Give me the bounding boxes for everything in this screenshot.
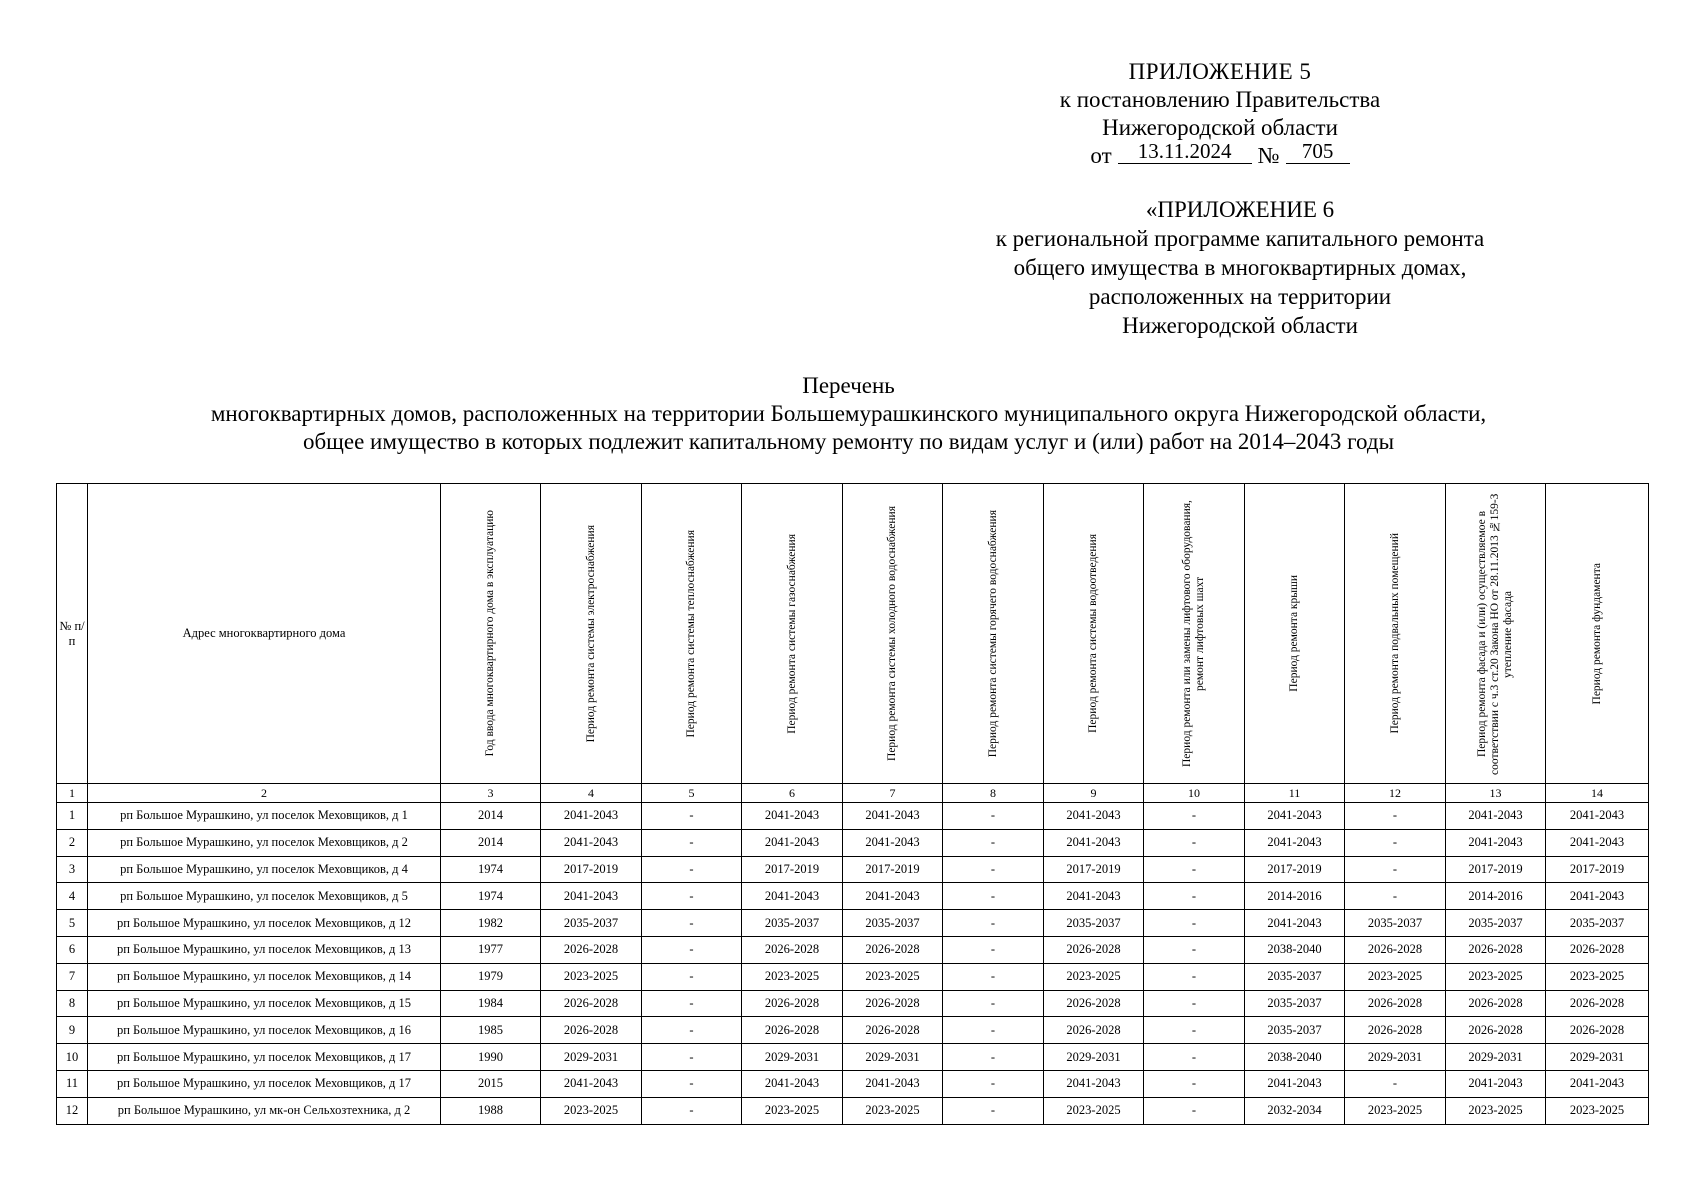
address-cell: рп Большое Мурашкино, ул поселок Меховщиков, д 4: [88, 856, 441, 883]
table-cell: 2041-2043: [742, 1070, 843, 1097]
table-cell: 2041-2043: [1446, 803, 1546, 830]
table-cell: 2023-2025: [1044, 1097, 1144, 1124]
table-cell: 2035-2037: [1245, 1017, 1345, 1044]
table-cell: 2041-2043: [1446, 829, 1546, 856]
row-number-cell: 5: [57, 910, 88, 937]
table-row: [57, 990, 1649, 1017]
table-cell: -: [943, 910, 1044, 937]
address-cell: рп Большое Мурашкино, ул поселок Меховщиков, д 14: [88, 963, 441, 990]
table-cell: 2029-2031: [1546, 1044, 1649, 1071]
table-cell: 1977: [441, 936, 541, 963]
column-number: 6: [742, 784, 843, 803]
table-cell: 2026-2028: [1345, 990, 1446, 1017]
table-cell: 2026-2028: [742, 1017, 843, 1044]
table-cell: -: [943, 936, 1044, 963]
table-cell: 1985: [441, 1017, 541, 1044]
table-cell: 2029-2031: [1044, 1044, 1144, 1071]
table-cell: 2029-2031: [541, 1044, 642, 1071]
table-cell: 2026-2028: [541, 936, 642, 963]
table-cell: 2023-2025: [1446, 963, 1546, 990]
column-number: 1: [57, 784, 88, 803]
document-title: [0, 372, 1697, 456]
table-cell: 2023-2025: [541, 963, 642, 990]
table-cell: 2035-2037: [1245, 990, 1345, 1017]
table-cell: 2014-2016: [1446, 883, 1546, 910]
table-cell: 2041-2043: [541, 883, 642, 910]
table-cell: 2041-2043: [843, 883, 943, 910]
houses-table: [56, 483, 1649, 1125]
header-cell-cold-water: [843, 484, 943, 784]
table-cell: 1984: [441, 990, 541, 1017]
row-number-cell: 6: [57, 936, 88, 963]
table-cell: -: [1345, 1070, 1446, 1097]
table-cell: 2026-2028: [1044, 1017, 1144, 1044]
table-cell: 2026-2028: [1044, 936, 1144, 963]
appendix-6-line4: расположенных на территории: [1088, 284, 1392, 309]
table-cell: 2035-2037: [1245, 963, 1345, 990]
column-number: 12: [1345, 784, 1446, 803]
appendix-5-heading: ПРИЛОЖЕНИЕ 5: [1128, 59, 1312, 84]
table-row: [57, 883, 1649, 910]
header-text-heating: Период ремонта системы теплоснабжения: [685, 529, 697, 738]
number-label: №: [1257, 143, 1280, 168]
table-cell: -: [642, 990, 742, 1017]
appendix-5-line3: Нижегородской области: [1102, 115, 1338, 140]
table-cell: -: [1144, 1044, 1245, 1071]
table-cell: 2041-2043: [1546, 883, 1649, 910]
table-cell: 2041-2043: [1245, 910, 1345, 937]
header-text-year: Год ввода многоквартирного дома в эксплуатацию: [484, 510, 496, 757]
column-number: 11: [1245, 784, 1345, 803]
table-cell: 2023-2025: [1546, 1097, 1649, 1124]
table-cell: -: [1144, 803, 1245, 830]
column-number: 10: [1144, 784, 1245, 803]
table-cell: -: [943, 963, 1044, 990]
table-cell: 2041-2043: [541, 829, 642, 856]
table-cell: 2041-2043: [1245, 803, 1345, 830]
table-row: [57, 936, 1649, 963]
table-cell: 2023-2025: [742, 963, 843, 990]
header-text-gas: Период ремонта системы газоснабжения: [785, 533, 798, 734]
row-number-cell: 11: [57, 1070, 88, 1097]
appendix-6-heading: «ПРИЛОЖЕНИЕ 6: [1145, 197, 1335, 222]
table-cell: 2029-2031: [843, 1044, 943, 1071]
table-cell: 2017-2019: [1446, 856, 1546, 883]
header-cell-facade: [1446, 484, 1546, 784]
table-cell: 2026-2028: [1044, 990, 1144, 1017]
table-cell: 2023-2025: [1446, 1097, 1546, 1124]
table-cell: 2026-2028: [1446, 990, 1546, 1017]
table-cell: -: [943, 990, 1044, 1017]
title-line1: Перечень: [802, 373, 895, 398]
appendix-6-line3: общего имущества в многоквартирных домах,: [1013, 255, 1467, 280]
table-cell: 2026-2028: [1546, 990, 1649, 1017]
table-header-row: [57, 484, 1649, 784]
address-cell: рп Большое Мурашкино, ул поселок Меховщиков, д 15: [88, 990, 441, 1017]
address-cell: рп Большое Мурашкино, ул поселок Меховщиков, д 2: [88, 829, 441, 856]
table-cell: 2038-2040: [1245, 1044, 1345, 1071]
table-cell: -: [1144, 990, 1245, 1017]
table-cell: 2041-2043: [1044, 829, 1144, 856]
table-cell: 2035-2037: [1044, 910, 1144, 937]
table-cell: 2026-2028: [1546, 936, 1649, 963]
table-cell: -: [642, 803, 742, 830]
header-cell-heating: [642, 484, 742, 784]
table-cell: 2041-2043: [1245, 1070, 1345, 1097]
table-cell: 2026-2028: [742, 990, 843, 1017]
table-cell: -: [642, 936, 742, 963]
table-cell: 2014: [441, 829, 541, 856]
column-number: 8: [943, 784, 1044, 803]
table-cell: -: [642, 1044, 742, 1071]
table-cell: -: [1144, 829, 1245, 856]
table-cell: -: [1144, 1017, 1245, 1044]
table-cell: 2026-2028: [541, 990, 642, 1017]
address-cell: рп Большое Мурашкино, ул поселок Меховщиков, д 1: [88, 803, 441, 830]
table-cell: 2041-2043: [541, 803, 642, 830]
table-cell: -: [1144, 883, 1245, 910]
appendix-6-header: [960, 195, 1520, 340]
header-cell-number: № п/п: [57, 484, 88, 784]
column-number: 9: [1044, 784, 1144, 803]
table-row: [57, 803, 1649, 830]
header-cell-sewerage: [1044, 484, 1144, 784]
table-cell: 2029-2031: [1345, 1044, 1446, 1071]
title-line2: многоквартирных домов, расположенных на территории Большемурашкинского муниципального округа Нижегородской области,: [210, 401, 1487, 426]
table-cell: 2023-2025: [843, 963, 943, 990]
table-cell: 1979: [441, 963, 541, 990]
row-number-cell: 12: [57, 1097, 88, 1124]
header-cell-basement: [1345, 484, 1446, 784]
header-cell-address: Адрес многоквартирного дома: [88, 484, 441, 784]
header-cell-foundation: [1546, 484, 1649, 784]
table-cell: 2026-2028: [1345, 936, 1446, 963]
table-cell: -: [1144, 936, 1245, 963]
appendix-5-date-line: [990, 139, 1450, 170]
table-cell: -: [1144, 1097, 1245, 1124]
table-cell: 2038-2040: [1245, 936, 1345, 963]
table-cell: 2035-2037: [1546, 910, 1649, 937]
table-body: [57, 784, 1649, 1125]
table-row: [57, 910, 1649, 937]
table-cell: 2041-2043: [843, 829, 943, 856]
column-number: 5: [642, 784, 742, 803]
resolution-number: 705: [1286, 139, 1350, 164]
table-cell: 2041-2043: [742, 803, 843, 830]
table-cell: 2017-2019: [843, 856, 943, 883]
header-text-elevator: Период ремонта или замены лифтового оборудования, ремонт лифтовых шахт: [1181, 500, 1206, 767]
header-text-basement: Период ремонта подвальных помещений: [1388, 533, 1401, 734]
table-cell: -: [943, 829, 1044, 856]
address-cell: рп Большое Мурашкино, ул поселок Меховщиков, д 13: [88, 936, 441, 963]
header-text-cold-water: Период ремонта системы холодного водоснабжения: [886, 506, 898, 761]
table-cell: 2026-2028: [1446, 936, 1546, 963]
row-number-cell: 7: [57, 963, 88, 990]
table-cell: -: [642, 829, 742, 856]
table-cell: 2035-2037: [1345, 910, 1446, 937]
table-cell: -: [943, 1097, 1044, 1124]
address-cell: рп Большое Мурашкино, ул поселок Меховщиков, д 16: [88, 1017, 441, 1044]
table-cell: -: [642, 910, 742, 937]
appendix-6-line5: Нижегородской области: [1122, 313, 1358, 338]
table-cell: 2041-2043: [742, 829, 843, 856]
table-cell: 2023-2025: [742, 1097, 843, 1124]
table-cell: -: [1144, 963, 1245, 990]
header-text-electric: Период ремонта системы электроснабжения: [584, 524, 597, 743]
header-cell-roof: [1245, 484, 1345, 784]
table-cell: 2035-2037: [1446, 910, 1546, 937]
header-text-roof: Период ремонта крыши: [1288, 575, 1300, 692]
table-cell: 2026-2028: [742, 936, 843, 963]
row-number-cell: 9: [57, 1017, 88, 1044]
header-cell-year: [441, 484, 541, 784]
row-number-cell: 3: [57, 856, 88, 883]
table-cell: 2026-2028: [843, 990, 943, 1017]
table-row: [57, 1044, 1649, 1071]
table-row: [57, 963, 1649, 990]
table-cell: 2041-2043: [1044, 883, 1144, 910]
table-cell: -: [1345, 829, 1446, 856]
column-number: 4: [541, 784, 642, 803]
row-number-cell: 1: [57, 803, 88, 830]
table-cell: -: [943, 803, 1044, 830]
table-cell: 2029-2031: [1446, 1044, 1546, 1071]
title-line3: общее имущество в которых подлежит капитальному ремонту по видам услуг и (или) работ на 2014–2043 годы: [302, 429, 1395, 454]
table-cell: -: [1144, 856, 1245, 883]
table-cell: -: [642, 1097, 742, 1124]
table-row: [57, 1070, 1649, 1097]
table-cell: 1974: [441, 856, 541, 883]
table-cell: 2041-2043: [742, 883, 843, 910]
table-cell: 2026-2028: [541, 1017, 642, 1044]
table-cell: 2041-2043: [1546, 829, 1649, 856]
table-cell: 2017-2019: [1546, 856, 1649, 883]
table-row: [57, 1017, 1649, 1044]
header-cell-elevator: [1144, 484, 1245, 784]
table-cell: 2032-2034: [1245, 1097, 1345, 1124]
table-cell: -: [1345, 803, 1446, 830]
table-cell: 2014-2016: [1245, 883, 1345, 910]
table-cell: -: [1144, 910, 1245, 937]
column-number: 7: [843, 784, 943, 803]
table-cell: 2041-2043: [1546, 803, 1649, 830]
table-cell: 2041-2043: [1044, 803, 1144, 830]
address-cell: рп Большое Мурашкино, ул мк-он Сельхозтехника, д 2: [88, 1097, 441, 1124]
table-cell: -: [1345, 856, 1446, 883]
appendix-6-line2: к региональной программе капитального ремонта: [995, 226, 1485, 251]
table-cell: 1974: [441, 883, 541, 910]
table-cell: 2023-2025: [1345, 963, 1446, 990]
header-text-foundation: Период ремонта фундамента: [1590, 562, 1603, 705]
table-cell: 2023-2025: [541, 1097, 642, 1124]
appendix-5-header: [990, 58, 1450, 170]
header-cell-gas: [742, 484, 843, 784]
table-cell: 2014: [441, 803, 541, 830]
table-cell: 2023-2025: [1345, 1097, 1446, 1124]
header-cell-electric: [541, 484, 642, 784]
table-row: [57, 829, 1649, 856]
table-cell: 2023-2025: [1044, 963, 1144, 990]
table-cell: -: [943, 856, 1044, 883]
row-number-cell: 4: [57, 883, 88, 910]
header-cell-hot-water: [943, 484, 1044, 784]
table-cell: 2041-2043: [1245, 829, 1345, 856]
table-cell: 2026-2028: [1345, 1017, 1446, 1044]
table-cell: -: [642, 1070, 742, 1097]
address-cell: рп Большое Мурашкино, ул поселок Меховщиков, д 5: [88, 883, 441, 910]
table-cell: 1988: [441, 1097, 541, 1124]
table-cell: 1990: [441, 1044, 541, 1071]
table-cell: -: [943, 1070, 1044, 1097]
table-cell: 2017-2019: [541, 856, 642, 883]
table-row: [57, 1097, 1649, 1124]
header-text-facade: Период ремонта фасада и (или) осуществляемое в соответствии с ч.3 ст.20 Закона НО от 28.11.2013 №159-З утепление фасада: [1476, 492, 1514, 775]
table-cell: 2041-2043: [541, 1070, 642, 1097]
row-number-cell: 10: [57, 1044, 88, 1071]
table-cell: -: [943, 1017, 1044, 1044]
header-text-hot-water: Период ремонта системы горячего водоснабжения: [986, 509, 999, 758]
table-cell: 2023-2025: [1546, 963, 1649, 990]
table-cell: -: [943, 883, 1044, 910]
table-cell: 2041-2043: [1044, 1070, 1144, 1097]
row-number-cell: 8: [57, 990, 88, 1017]
table-cell: -: [642, 963, 742, 990]
address-cell: рп Большое Мурашкино, ул поселок Меховщиков, д 17: [88, 1070, 441, 1097]
table-cell: -: [1345, 883, 1446, 910]
table-cell: 2029-2031: [742, 1044, 843, 1071]
column-number: 13: [1446, 784, 1546, 803]
table-cell: 2041-2043: [1446, 1070, 1546, 1097]
table-cell: -: [642, 856, 742, 883]
resolution-date: 13.11.2024: [1118, 139, 1252, 164]
table-cell: 1982: [441, 910, 541, 937]
table-cell: 2035-2037: [742, 910, 843, 937]
table-cell: 2026-2028: [1446, 1017, 1546, 1044]
table-cell: 2035-2037: [541, 910, 642, 937]
table-cell: 2015: [441, 1070, 541, 1097]
table-cell: 2041-2043: [843, 1070, 943, 1097]
table-cell: 2041-2043: [843, 803, 943, 830]
table-cell: 2026-2028: [843, 936, 943, 963]
table-cell: -: [1144, 1070, 1245, 1097]
row-number-cell: 2: [57, 829, 88, 856]
column-number: 2: [88, 784, 441, 803]
table-cell: 2017-2019: [1245, 856, 1345, 883]
table-row: [57, 856, 1649, 883]
table-cell: 2041-2043: [1546, 1070, 1649, 1097]
header-text-sewerage: Период ремонта системы водоотведения: [1087, 534, 1099, 733]
table-cell: -: [943, 1044, 1044, 1071]
appendix-5-line2: к постановлению Правительства: [1059, 87, 1381, 112]
table-cell: 2026-2028: [1546, 1017, 1649, 1044]
table-cell: -: [642, 883, 742, 910]
from-label: от: [1090, 143, 1112, 168]
table-cell: -: [642, 1017, 742, 1044]
column-number: 3: [441, 784, 541, 803]
address-cell: рп Большое Мурашкино, ул поселок Меховщиков, д 17: [88, 1044, 441, 1071]
address-cell: рп Большое Мурашкино, ул поселок Меховщиков, д 12: [88, 910, 441, 937]
table-cell: 2017-2019: [1044, 856, 1144, 883]
table-cell: 2023-2025: [843, 1097, 943, 1124]
column-number-row: [57, 784, 1649, 803]
table-cell: 2026-2028: [843, 1017, 943, 1044]
table-cell: 2035-2037: [843, 910, 943, 937]
table-cell: 2017-2019: [742, 856, 843, 883]
column-number: 14: [1546, 784, 1649, 803]
